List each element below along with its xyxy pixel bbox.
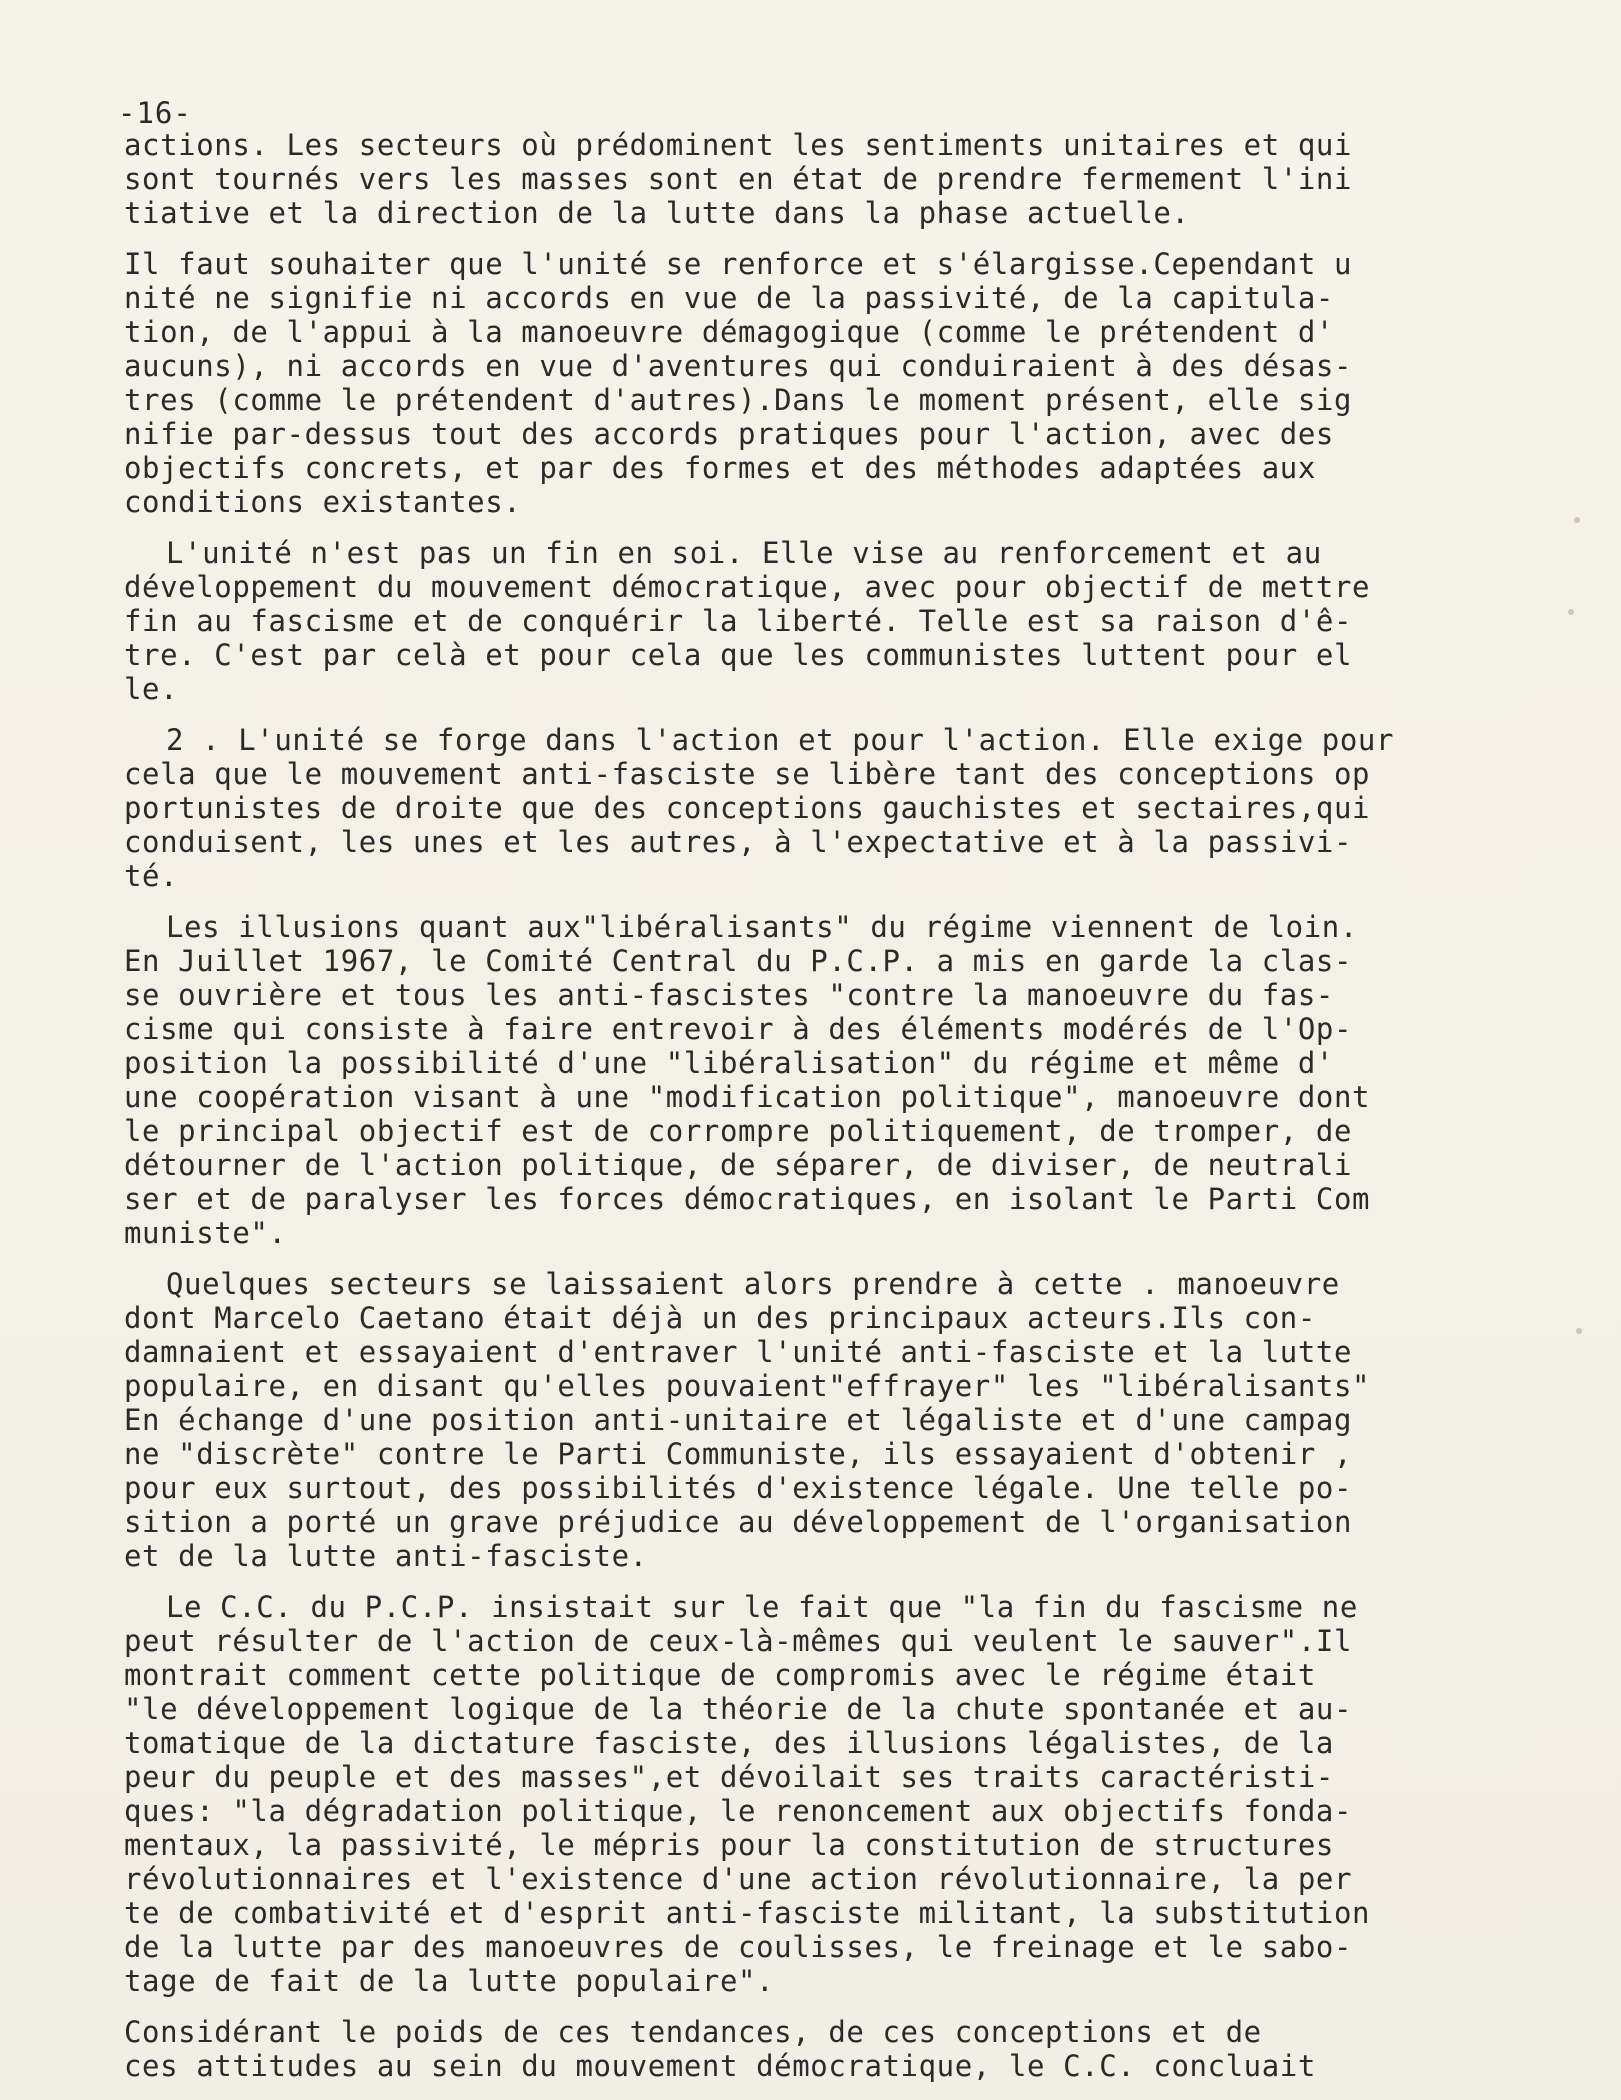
paragraph (124, 1590, 1544, 1998)
text-line: se ouvrière et tous les anti-fascistes "contre la manoeuvre du fas- (124, 978, 1334, 1012)
text-line: détourner de l'action politique, de séparer, de diviser, de neutrali (124, 1148, 1353, 1182)
text-line: nité ne signifie ni accords en vue de la passivité, de la capitula- (124, 281, 1334, 315)
text-line: le. (124, 672, 179, 706)
text-line: cisme qui consiste à faire entrevoir à des éléments modérés de l'Op- (124, 1012, 1353, 1046)
text-line: fin au fascisme et de conquérir la liberté. Telle est sa raison d'ê- (124, 604, 1353, 638)
text-line: pour eux surtout, des possibilités d'existence légale. Une telle po- (124, 1471, 1353, 1505)
text-line: En échange d'une position anti-unitaire et légaliste et d'une campag (124, 1403, 1353, 1437)
text-line: de la lutte par des manoeuvres de coulisses, le freinage et le sabo- (124, 1930, 1353, 1964)
text-line: Le C.C. du P.C.P. insistait sur le fait que "la fin du fascisme ne (166, 1590, 1358, 1624)
text-line: damnaient et essayaient d'entraver l'unité anti-fasciste et la lutte (124, 1335, 1353, 1369)
text-line: tiative et la direction de la lutte dans la phase actuelle. (124, 196, 1190, 230)
text-line: révolutionnaires et l'existence d'une action révolutionnaire, la per (124, 1862, 1353, 1896)
text-line: tre. C'est par celà et pour cela que les communistes luttent pour el (124, 638, 1353, 672)
text-line: actions. Les secteurs où prédominent les sentiments unitaires et qui (124, 128, 1353, 162)
text-line: ques: "la dégradation politique, le renoncement aux objectifs fonda- (124, 1794, 1353, 1828)
text-line: En Juillet 1967, le Comité Central du P.C.P. a mis en garde la clas- (124, 944, 1353, 978)
text-line: muniste". (124, 1216, 287, 1250)
text-line: Considérant le poids de ces tendances, de ces conceptions et de (124, 2015, 1262, 2049)
text-line: développement du mouvement démocratique, avec pour objectif de mettre (124, 570, 1371, 604)
text-line: et de la lutte anti-fasciste. (124, 1539, 648, 1573)
text-line: Les illusions quant aux"libéralisants" du régime viennent de loin. (166, 910, 1358, 944)
text-line: sition a porté un grave préjudice au développement de l'organisation (124, 1505, 1353, 1539)
paragraph (124, 247, 1544, 519)
text-line: tres (comme le prétendent d'autres).Dans le moment présent, elle sig (124, 383, 1353, 417)
text-line: ces attitudes au sein du mouvement démocratique, le C.C. concluait (124, 2049, 1316, 2083)
text-line: ser et de paralyser les forces démocratiques, en isolant le Parti Com (124, 1182, 1371, 1216)
paragraph (124, 536, 1544, 706)
text-line: populaire, en disant qu'elles pouvaient"effrayer" les "libéralisants" (124, 1369, 1371, 1403)
text-line: sont tournés vers les masses sont en état de prendre fermement l'ini (124, 162, 1353, 196)
text-line: montrait comment cette politique de compromis avec le régime était (124, 1658, 1316, 1692)
paragraph (124, 1267, 1544, 1573)
text-line: te de combativité et d'esprit anti-fasciste militant, la substitution (124, 1896, 1371, 1930)
text-line: cela que le mouvement anti-fasciste se libère tant des conceptions op (124, 757, 1371, 791)
paper-speck (1576, 1328, 1582, 1334)
text-line: tion, de l'appui à la manoeuvre démagogique (comme le prétendent d' (124, 315, 1334, 349)
text-line: "le développement logique de la théorie de la chute spontanée et au- (124, 1692, 1353, 1726)
text-line: ne "discrète" contre le Parti Communiste, ils essayaient d'obtenir , (124, 1437, 1353, 1471)
text-line: objectifs concrets, et par des formes et des méthodes adaptées aux (124, 451, 1316, 485)
text-line: té. (124, 859, 179, 893)
paragraph (124, 910, 1544, 1250)
paragraph (124, 723, 1544, 893)
paragraph (124, 2015, 1544, 2083)
page-number: -16- (118, 96, 192, 130)
text-line: le principal objectif est de corrompre politiquement, de tromper, de (124, 1114, 1353, 1148)
text-line: Quelques secteurs se laissaient alors prendre à cette . manoeuvre (166, 1267, 1340, 1301)
text-line: peur du peuple et des masses",et dévoilait ses traits caractéristi- (124, 1760, 1334, 1794)
text-line: 2 . L'unité se forge dans l'action et pour l'action. Elle exige pour (166, 723, 1395, 757)
text-line: conditions existantes. (124, 485, 522, 519)
text-line: tomatique de la dictature fasciste, des illusions légalistes, de la (124, 1726, 1334, 1760)
text-line: position la possibilité d'une "libéralisation" du régime et même d' (124, 1046, 1334, 1080)
text-line: tage de fait de la lutte populaire". (124, 1964, 775, 1998)
text-line: une coopération visant à une "modification politique", manoeuvre dont (124, 1080, 1371, 1114)
text-line: dont Marcelo Caetano était déjà un des principaux acteurs.Ils con- (124, 1301, 1316, 1335)
paragraph (124, 128, 1544, 230)
body-text (124, 128, 1544, 2100)
text-line: aucuns), ni accords en vue d'aventures qui conduiraient à des désas- (124, 349, 1353, 383)
text-line: portunistes de droite que des conceptions gauchistes et sectaires,qui (124, 791, 1371, 825)
text-line: Il faut souhaiter que l'unité se renforce et s'élargisse.Cependant u (124, 247, 1353, 281)
text-line: conduisent, les unes et les autres, à l'expectative et à la passivi- (124, 825, 1353, 859)
text-line: peut résulter de l'action de ceux-là-mêmes qui veulent le sauver".Il (124, 1624, 1353, 1658)
text-line: L'unité n'est pas un fin en soi. Elle vise au renforcement et au (166, 536, 1322, 570)
paper-speck (1568, 609, 1574, 615)
paper-speck (1574, 517, 1580, 523)
text-line: mentaux, la passivité, le mépris pour la constitution de structures (124, 1828, 1334, 1862)
text-line: nifie par-dessus tout des accords pratiques pour l'action, avec des (124, 417, 1334, 451)
